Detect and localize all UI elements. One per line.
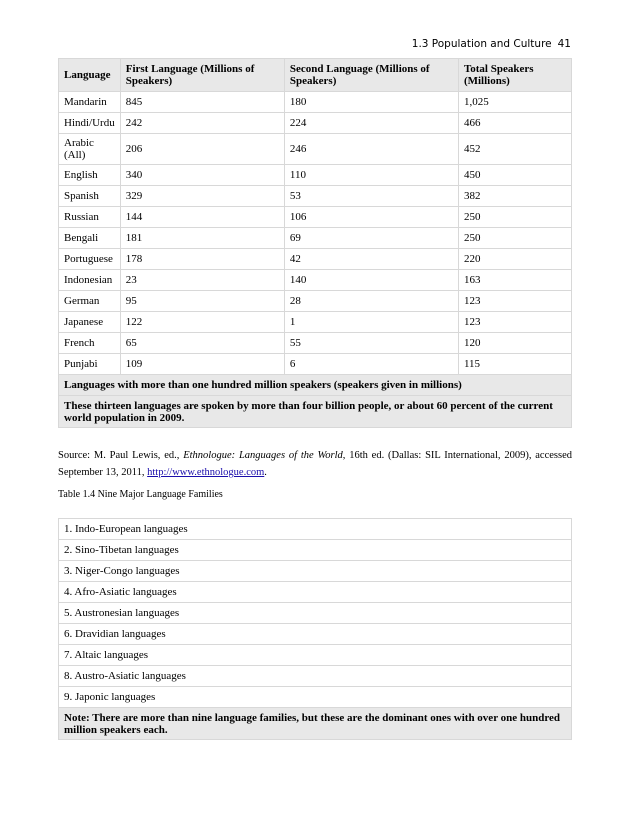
column-header: First Language (Millions of Speakers) (120, 59, 284, 92)
value-cell: 178 (120, 249, 284, 270)
value-cell: 1,025 (458, 92, 571, 113)
value-cell: 250 (458, 207, 571, 228)
table-row (59, 687, 572, 708)
value-cell: 53 (284, 186, 458, 207)
value-cell: 180 (284, 92, 458, 113)
table-row (59, 354, 572, 375)
language-cell: Indonesian (59, 270, 121, 291)
table-row (59, 624, 572, 645)
table-row (59, 92, 572, 113)
value-cell: 69 (284, 228, 458, 249)
value-cell: 163 (458, 270, 571, 291)
table-row (59, 165, 572, 186)
value-cell: 23 (120, 270, 284, 291)
table-row (59, 249, 572, 270)
source-link[interactable]: http://www.ethnologue.com (147, 467, 265, 478)
language-cell: Spanish (59, 186, 121, 207)
table-note-row (59, 396, 572, 428)
value-cell: 6 (284, 354, 458, 375)
table-row (59, 186, 572, 207)
table-row (59, 113, 572, 134)
source-citation (58, 447, 572, 481)
language-cell: Portuguese (59, 249, 121, 270)
value-cell: 452 (458, 134, 571, 165)
table-row (59, 582, 572, 603)
table-title: Table 1.4 Nine Major Language Families (58, 489, 223, 500)
language-cell: Bengali (59, 228, 121, 249)
language-families-table (58, 518, 572, 740)
table-row (59, 270, 572, 291)
table-row (59, 519, 572, 540)
table-header-row (59, 59, 572, 92)
source-suffix: , 16th ed. (Dallas: SIL International, 2009), accessed September 13, 2011, (58, 450, 572, 478)
column-header: Second Language (Millions of Speakers) (284, 59, 458, 92)
value-cell: 242 (120, 113, 284, 134)
value-cell: 109 (120, 354, 284, 375)
language-cell: Hindi/Urdu (59, 113, 121, 134)
language-family-cell: 2. Sino-Tibetan languages (59, 540, 572, 561)
value-cell: 28 (284, 291, 458, 312)
source-end: . (264, 467, 267, 478)
value-cell: 1 (284, 312, 458, 333)
value-cell: 329 (120, 186, 284, 207)
language-cell: Mandarin (59, 92, 121, 113)
value-cell: 123 (458, 291, 571, 312)
value-cell: 382 (458, 186, 571, 207)
table-row (59, 291, 572, 312)
table-caption: Languages with more than one hundred million speakers (speakers given in millions) (59, 375, 572, 396)
value-cell: 120 (458, 333, 571, 354)
source-title: Ethnologue: Languages of the World (183, 450, 343, 461)
language-cell: Arabic (All) (59, 134, 121, 165)
source-prefix: Source: M. Paul Lewis, ed., (58, 450, 184, 461)
language-family-cell: 7. Altaic languages (59, 645, 572, 666)
value-cell: 115 (458, 354, 571, 375)
language-cell: Japanese (59, 312, 121, 333)
value-cell: 845 (120, 92, 284, 113)
table-row (59, 603, 572, 624)
language-family-cell: 8. Austro-Asiatic languages (59, 666, 572, 687)
table-row (59, 312, 572, 333)
language-cell: German (59, 291, 121, 312)
value-cell: 224 (284, 113, 458, 134)
table-row (59, 333, 572, 354)
language-family-cell: 4. Afro-Asiatic languages (59, 582, 572, 603)
table-caption-row (59, 375, 572, 396)
table-row (59, 561, 572, 582)
value-cell: 140 (284, 270, 458, 291)
table-note: Note: There are more than nine language families, but these are the dominant ones with over one hundred million speakers each. (59, 708, 572, 740)
language-cell: Punjabi (59, 354, 121, 375)
value-cell: 65 (120, 333, 284, 354)
table-note-row (59, 708, 572, 740)
value-cell: 42 (284, 249, 458, 270)
language-family-cell: 5. Austronesian languages (59, 603, 572, 624)
language-family-cell: 6. Dravidian languages (59, 624, 572, 645)
page-number: 41 (557, 38, 571, 50)
value-cell: 246 (284, 134, 458, 165)
language-speakers-table (58, 58, 572, 428)
page-header (412, 38, 571, 50)
value-cell: 123 (458, 312, 571, 333)
column-header: Language (59, 59, 121, 92)
value-cell: 110 (284, 165, 458, 186)
value-cell: 250 (458, 228, 571, 249)
value-cell: 106 (284, 207, 458, 228)
table-row (59, 134, 572, 165)
language-family-cell: 9. Japonic languages (59, 687, 572, 708)
value-cell: 122 (120, 312, 284, 333)
table-row (59, 207, 572, 228)
value-cell: 95 (120, 291, 284, 312)
value-cell: 144 (120, 207, 284, 228)
language-cell: English (59, 165, 121, 186)
value-cell: 206 (120, 134, 284, 165)
table-row (59, 540, 572, 561)
table-note: These thirteen languages are spoken by more than four billion people, or about 60 percent of the current world population in 2009. (59, 396, 572, 428)
value-cell: 340 (120, 165, 284, 186)
table-row (59, 228, 572, 249)
value-cell: 55 (284, 333, 458, 354)
column-header: Total Speakers (Millions) (458, 59, 571, 92)
value-cell: 450 (458, 165, 571, 186)
table-row (59, 666, 572, 687)
language-family-cell: 1. Indo-European languages (59, 519, 572, 540)
table-row (59, 645, 572, 666)
running-title: 1.3 Population and Culture (411, 38, 552, 50)
language-cell: French (59, 333, 121, 354)
value-cell: 466 (458, 113, 571, 134)
language-cell: Russian (59, 207, 121, 228)
language-family-cell: 3. Niger-Congo languages (59, 561, 572, 582)
value-cell: 220 (458, 249, 571, 270)
value-cell: 181 (120, 228, 284, 249)
